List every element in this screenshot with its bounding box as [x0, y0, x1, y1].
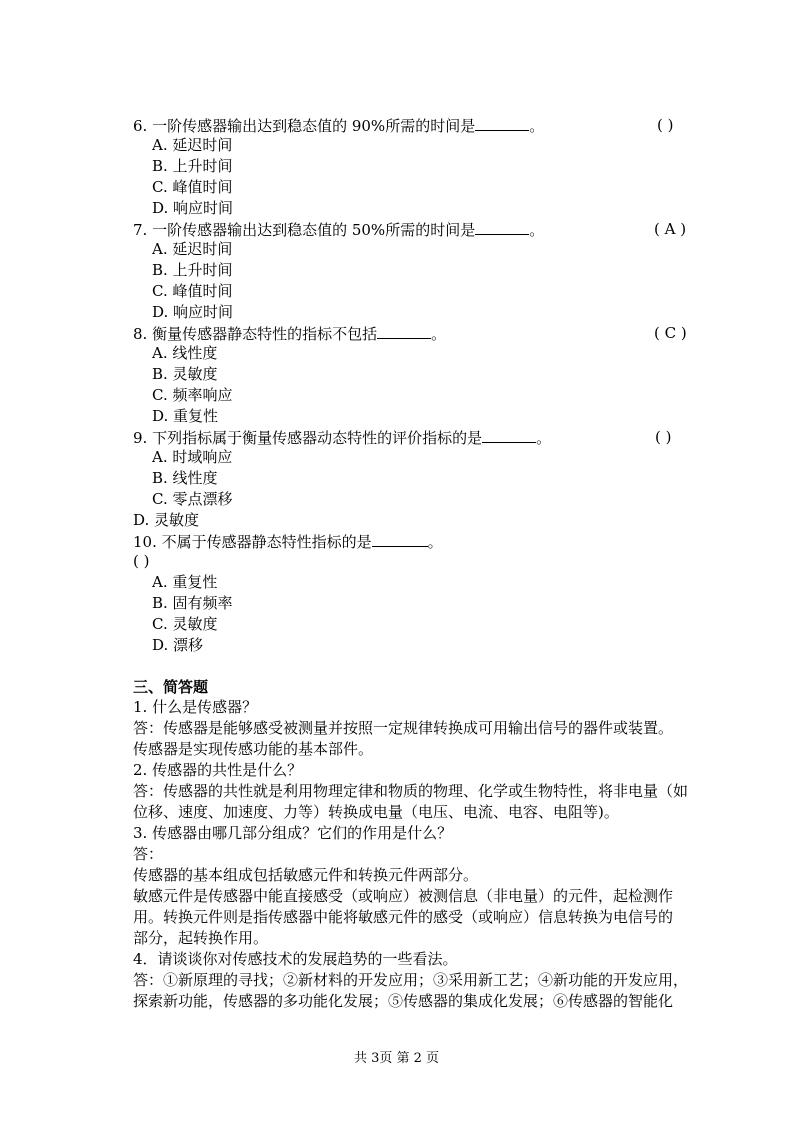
- option-d: D. 响应时间: [152, 303, 234, 321]
- text-line: 答：传感器是能够感受被测量并按照一定规律转换成可用输出信号的器件或装置。: [133, 719, 674, 737]
- option-a: A. 重复性: [152, 573, 218, 591]
- answer-blank: [475, 115, 529, 131]
- option-c: C. 峰值时间: [152, 282, 233, 300]
- answer-blank: [475, 219, 529, 235]
- text-line: 部分，起转换作用。: [133, 929, 269, 947]
- question-9-stem: 9. 下列指标属于衡量传感器动态特性的评价指标的是 。: [133, 429, 552, 447]
- question-6-answer: ( ): [657, 116, 674, 134]
- text-line: 答：传感器的共性就是利用物理定律和物质的物理、化学或生物特性，将非电量（如: [133, 782, 689, 800]
- text-line: 答：①新原理的寻找；②新材料的开发应用；③采用新工艺；④新功能的开发应用，: [133, 971, 689, 989]
- text-line: 答：: [133, 845, 164, 863]
- option-b: B. 线性度: [152, 469, 218, 487]
- question-8-answer: ( C ): [654, 324, 687, 342]
- question-10-answer: ( ): [133, 552, 150, 570]
- option-a: A. 延迟时间: [152, 136, 233, 154]
- option-b: B. 上升时间: [152, 261, 233, 279]
- option-c: C. 零点漂移: [152, 490, 233, 508]
- option-d: D. 响应时间: [152, 199, 234, 217]
- option-d: D. 灵敏度: [133, 511, 200, 529]
- option-c: C. 灵敏度: [152, 615, 218, 633]
- option-c: C. 频率响应: [152, 386, 233, 404]
- text-line: 1. 什么是传感器？: [133, 698, 258, 716]
- question-6-stem: 6. 一阶传感器输出达到稳态值的 90%所需的时间是 。: [133, 117, 545, 135]
- option-d: D. 漂移: [152, 636, 204, 654]
- option-b: B. 灵敏度: [152, 365, 218, 383]
- text-line: 敏感元件是传感器中能直接感受（或响应）被测信息（非电量）的元件，起检测作: [133, 887, 674, 905]
- option-a: A. 延迟时间: [152, 240, 233, 258]
- text-line: 传感器是实现传感功能的基本部件。: [133, 740, 374, 758]
- text-line: 4．请谈谈你对传感技术的发展趋势的一些看法。: [133, 950, 458, 968]
- section-title: 三、简答题: [133, 678, 209, 696]
- option-a: A. 线性度: [152, 344, 218, 362]
- answer-blank: [372, 531, 428, 547]
- text-line: 用。转换元件则是指传感器中能将敏感元件的感受（或响应）信息转换为电信号的: [133, 908, 674, 926]
- question-9-answer: ( ): [655, 428, 672, 446]
- page-footer: 共 3页 第 2 页: [353, 1051, 440, 1066]
- question-7-answer: ( A ): [654, 220, 687, 238]
- question-8-stem: 8. 衡量传感器静态特性的指标不包括 。: [133, 325, 447, 343]
- option-b: B. 上升时间: [152, 157, 233, 175]
- answer-blank: [377, 323, 431, 339]
- text-line: 3. 传感器由哪几部分组成？它们的作用是什么？: [133, 824, 453, 842]
- text-line: 2. 传感器的共性是什么？: [133, 761, 303, 779]
- question-7-stem: 7. 一阶传感器输出达到稳态值的 50%所需的时间是 。: [133, 221, 545, 239]
- option-b: B. 固有频率: [152, 594, 233, 612]
- text-line: 位移、速度、加速度、力等）转换成电量（电压、电流、电容、电阻等)。: [133, 803, 619, 821]
- text-line: 传感器的基本组成包括敏感元件和转换元件两部分。: [133, 866, 479, 884]
- text-line: 探索新功能，传感器的多功能化发展；⑤传感器的集成化发展；⑥传感器的智能化: [133, 992, 674, 1010]
- option-a: A. 时域响应: [152, 448, 233, 466]
- option-c: C. 峰值时间: [152, 178, 233, 196]
- option-d: D. 重复性: [152, 407, 219, 425]
- answer-blank: [482, 427, 536, 443]
- question-10-stem: 10. 不属于传感器静态特性指标的是 。: [133, 533, 443, 551]
